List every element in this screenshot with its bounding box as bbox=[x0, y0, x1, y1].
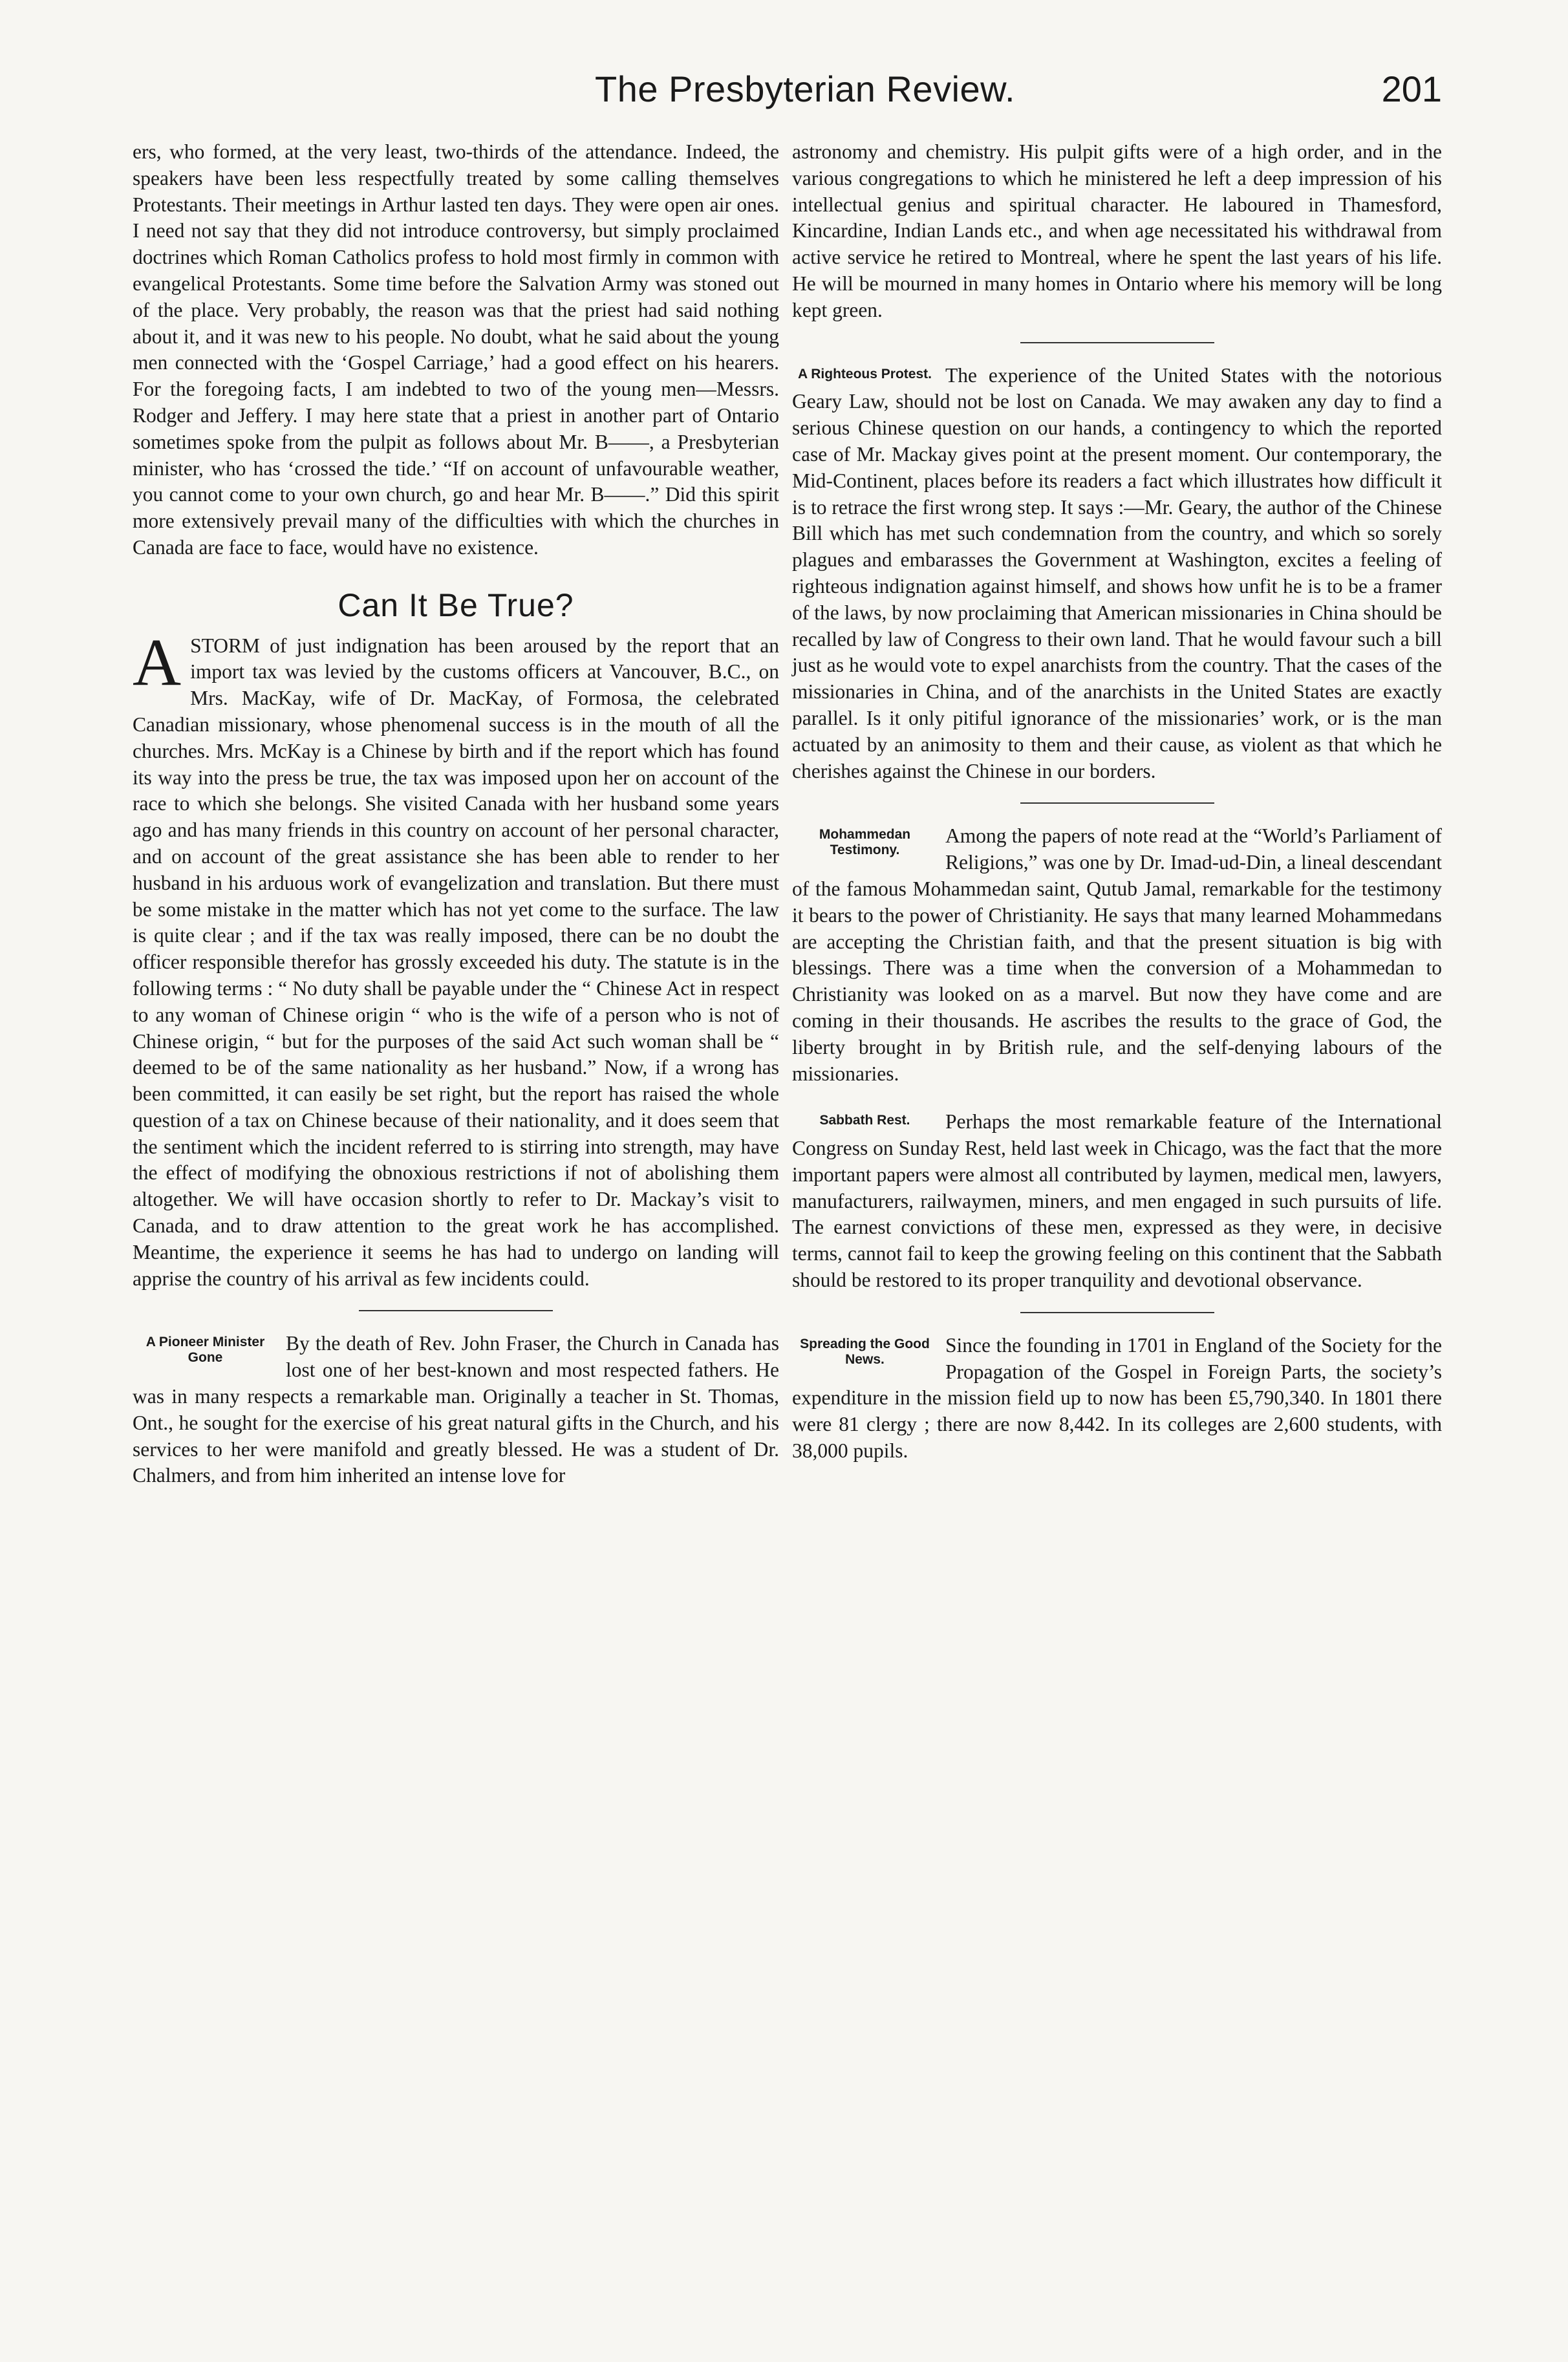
note-body: Perhaps the most remarkable feature of the International Congress on Sunday Rest, held last week in Chicago, was the fact that the more important papers were almost all contributed by laymen, medical men, lawyers, manufacturers, railwaymen, miners, and men engaged in such pursuits of life. The earnest convictions of these men, expressed as they were, in decisive terms, cannot fail to keep the growing feeling on this continent that the Sabbath should be restored to its proper tranquility and devotional observance. bbox=[792, 1110, 1442, 1292]
section-divider bbox=[1020, 802, 1214, 804]
page-header bbox=[123, 68, 1442, 126]
journal-title: The Presbyterian Review. bbox=[595, 69, 1016, 109]
note-mohammedan-testimony bbox=[792, 823, 1442, 1087]
note-body: By the death of Rev. John Fraser, the Church in Canada has lost one of her best-known and most respected fathers. He was in many respects a remarkable man. Originally a teacher in St. Thomas, Ont., he sought for the exercise of his great natural gifts in the Church, and his services to her were manifold and greatly blessed. He was a student of Dr. Chalmers, and from him inherited an intense love for bbox=[133, 1332, 779, 1487]
note-continuation: astronomy and chemistry. His pulpit gifts were of a high order, and in the various congregations to which he ministered he left a deep impression of his intellectual genius and spiritual character. He laboured in Thamesford, Kincardine, Indian Lands etc., and when age necessitated his withdrawal from active service he retired to Montreal, where he spent the last years of his life. He will be mourned in many homes in Ontario where his memory will be long kept green. bbox=[792, 140, 1442, 321]
page-number: 201 bbox=[1381, 69, 1442, 109]
note-body: The experience of the United States with the notorious Geary Law, should not be lost on Canada. We may awaken any day to find a serious Chinese question on our hands, a contingency to which the reported case of Mr. Mackay gives point at the present moment. Our contemporary, the Mid-Continent, places before its readers a fact which illustrates how difficult it is to retrace the first wrong step. It says :—Mr. Geary, the author of the Chinese Bill which has met such condemnation from the country, and which so sorely plagues and embarasses the Government at Washington, excites a feeling of righteous indignation against himself, and shows how unfit he is to be a framer of the laws, by now proclaiming that American missionaries in China should be recalled by law of Congress to their own land. That he would favour such a bill just as he would vote to expel anarchists from the country. That the cases of the missionaries in China, and of the anarchists in the United States are exactly parallel. Is it only pitiful ignorance of the missionaries’ work, or is the man actuated by an animosity to them and their cause, as violent as that which he cherishes against the Chinese in our borders. bbox=[792, 363, 1442, 782]
side-heading: Mohammedan Testimony. bbox=[819, 827, 911, 858]
lead-word: STORM bbox=[190, 634, 261, 657]
article-heading: Can It Be True? bbox=[338, 586, 574, 623]
note-righteous-protest bbox=[792, 363, 1442, 785]
section-divider bbox=[1020, 342, 1214, 343]
note-body: Among the papers of note read at the “World’s Parliament of Religions,” was one by Dr. Imad-ud-Din, a lineal descendant of the famous Mohammedan saint, Qutub Jamal, remarkable for the testimony it bears to the power of Christianity. He says that many learned Mohammedans are accepting the Christian faith, and that the present situation is big with blessings. There was a time when the conversion of a Mohammedan to Christianity was looked on as a marvel. But now they have come and are coming in their thousands. He ascribes the results to the grace of God, the liberty brought in by British rule, and the self-denying labours of the missionaries. bbox=[792, 824, 1442, 1085]
side-heading: Spreading the Good News. bbox=[800, 1336, 930, 1367]
left-column bbox=[133, 139, 779, 1489]
note-sabbath-rest bbox=[792, 1109, 1442, 1294]
side-heading: Sabbath Rest. bbox=[819, 1113, 910, 1128]
drop-cap: A bbox=[133, 625, 182, 700]
note-body: Since the founding in 1701 in England of the Society for the Propagation of the Gospel in Foreign Parts, the society’s expenditure in the mission field up to now has been £5,790,340. In 1801 there were 81 clergy ; there are now 8,442. In its colleges are 2,600 students, with 38,000 pupils. bbox=[792, 1333, 1442, 1463]
note-spreading-good-news bbox=[792, 1333, 1442, 1465]
spacer bbox=[792, 1087, 1442, 1109]
article-can-it-be-true bbox=[133, 625, 779, 1293]
side-heading: A Pioneer Minister Gone bbox=[145, 1335, 265, 1366]
section-divider bbox=[359, 1310, 553, 1311]
section-divider bbox=[1020, 1312, 1214, 1313]
right-column bbox=[792, 139, 1442, 1465]
article-continuation: ers, who formed, at the very least, two-thirds of the attendance. Indeed, the speakers have been less respectfully treated by some calling themselves Protestants. Their meetings in Arthur lasted ten days. They were open air ones. I need not say that they did not introduce controversy, but simply proclaimed doctrines which Roman Catholics profess to hold most firmly in common with evangelical Protestants. Some time before the Salvation Army was stoned out of the place. Very probably, the reason was that the priest had said nothing about it, and it was new to his people. No doubt, what he said about the young men connected with the ‘Gospel Carriage,’ had a good effect on his hearers. For the foregoing facts, I am indebted to two of the young men—Messrs. Rodger and Jeffery. I may here state that a priest in another part of Ontario sometimes spoke from the pulpit as follows about Mr. B——, a Presbyterian minister, who has ‘crossed the tide.’ “If on account of unfavourable weather, you cannot come to your own church, go and hear Mr. B——.” Did this spirit more extensively prevail many of the difficulties with which the churches in Canada are face to face, would have no existence. bbox=[133, 140, 779, 559]
article-body: of just indignation has been aroused by the report that an import tax was levied by the customs officers at Vancouver, B.C., on Mrs. MacKay, wife of Dr. MacKay, of Formosa, the celebrated Canadian missionary, whose phenomenal success is in the mouth of all the churches. Mrs. McKay is a Chinese by birth and if the report which has found its way into the press be true, the tax was imposed upon her on account of the race to which she belongs. She visited Canada with her husband some years ago and has many friends in this country on account of her personal character, and on account of the great assistance she has been able to render to her husband in his arduous work of evangelization and translation. But there must be some mistake in the matter which has not yet come to the surface. The law is quite clear ; and if the tax was really imposed, there can be no doubt the officer responsible therefor has grossly exceeded his duty. The statute is in the following terms : “ No duty shall be payable under the “ Chinese Act in respect to any woman of Chinese origin “ who is the wife of a person who is not of Chinese origin, “ but for the purposes of the said Act such woman shall be “ deemed to be of the same nationality as her husband.” Now, if a wrong has been committed, it can easily be set right, but the report has raised the whole question of a tax on Chinese because of their nationality, and it does seem that the sentiment which the incident referred to is stirring into strength, may have the effect of modifying the obnoxious restrictions if not of abolishing them altogether. We will have occasion shortly to refer to Dr. Mackay’s visit to Canada, and to draw attention to the great work he has accomplished. Meantime, the experience it seems he has had to undergo on landing will apprise the country of his arrival as few incidents could. bbox=[133, 634, 779, 1290]
note-pioneer-minister bbox=[133, 1331, 779, 1489]
side-heading: A Righteous Protest. bbox=[798, 366, 932, 381]
